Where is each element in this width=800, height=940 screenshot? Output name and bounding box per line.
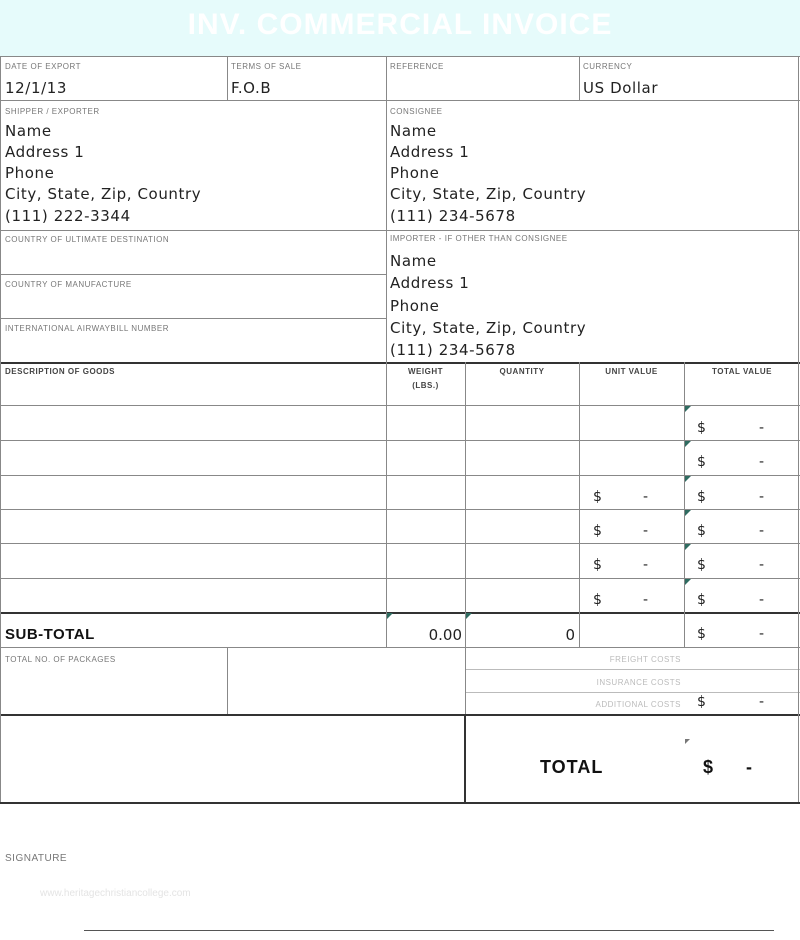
importer-phone-number[interactable]: (111) 234-5678 [390,341,516,359]
row-unit-value[interactable]: - [643,523,649,539]
divider [798,56,799,802]
divider [0,475,800,476]
signature-label: SIGNATURE [5,853,68,864]
cell-marker-icon [685,579,691,585]
subtotal-symbol: $ [697,626,706,642]
subtotal-value[interactable]: - [759,626,765,642]
row-total-value[interactable]: - [759,420,765,436]
additional-value[interactable]: - [759,694,765,710]
row-total-value[interactable]: - [759,557,765,573]
total-value-header: TOTAL VALUE [711,367,773,376]
date-field[interactable]: 12/1/13 [5,79,68,97]
divider [465,692,800,693]
cell-marker-icon [387,613,393,619]
country-manufacture-label: COUNTRY OF MANUFACTURE [5,280,132,289]
divider [386,56,387,647]
subtotal-quantity[interactable]: 0 [565,626,575,644]
additional-label: ADDITIONAL COSTS [595,700,681,709]
divider [0,440,800,441]
shipper-city[interactable]: City, State, Zip, Country [5,185,202,203]
weight-unit-header: (LBS.) [412,381,439,390]
divider [579,362,580,647]
freight-label: FREIGHT COSTS [609,655,681,664]
divider [0,362,800,364]
divider [0,612,800,614]
packages-label: TOTAL NO. OF PACKAGES [5,655,116,664]
divider [0,647,800,648]
divider [0,802,800,804]
page-title: INV. COMMERCIAL INVOICE [187,8,613,41]
total-value[interactable]: - [746,757,753,777]
divider [0,230,800,231]
unit-value-header: UNIT VALUE [605,367,658,376]
divider [465,669,800,670]
divider [579,56,580,100]
row-total-symbol: $ [697,420,706,436]
divider [0,56,1,802]
row-total-value[interactable]: - [759,592,765,608]
shipper-phone-number[interactable]: (111) 222-3344 [5,207,131,225]
shipper-address[interactable]: Address 1 [5,143,85,161]
divider [0,318,386,319]
weight-header: WEIGHT [408,367,443,376]
row-unit-symbol: $ [593,557,602,573]
airwaybill-label: INTERNATIONAL AIRWAYBILL NUMBER [5,324,169,333]
divider [464,714,466,802]
subtotal-label: SUB-TOTAL [5,626,95,643]
row-unit-symbol: $ [593,489,602,505]
consignee-phone-number[interactable]: (111) 234-5678 [390,207,516,225]
row-unit-value[interactable]: - [643,489,649,505]
row-unit-value[interactable]: - [643,592,649,608]
cell-marker-icon [685,406,691,412]
terms-label: TERMS OF SALE [231,62,302,71]
divider [0,578,800,579]
cell-marker-icon [685,476,691,482]
currency-label: CURRENCY [583,62,633,71]
consignee-phone[interactable]: Phone [390,164,440,182]
row-unit-symbol: $ [593,523,602,539]
divider [227,647,228,714]
importer-label: IMPORTER - IF OTHER THAN CONSIGNEE [390,234,568,243]
divider [0,509,800,510]
divider [227,56,228,100]
watermark-text: www.heritagechristiancollege.com [40,888,191,899]
consignee-label: CONSIGNEE [390,107,443,116]
terms-field[interactable]: F.O.B [231,79,272,97]
row-total-symbol: $ [697,557,706,573]
divider [465,362,466,647]
importer-address[interactable]: Address 1 [390,274,470,292]
total-label: TOTAL [540,757,604,777]
importer-name[interactable]: Name [390,252,437,270]
signature-line [84,930,774,931]
insurance-label: INSURANCE COSTS [596,678,681,687]
consignee-name[interactable]: Name [390,122,437,140]
divider [0,543,800,544]
divider [684,362,685,647]
consignee-city[interactable]: City, State, Zip, Country [390,185,587,203]
cell-marker-icon [685,441,691,447]
country-destination-label: COUNTRY OF ULTIMATE DESTINATION [5,235,170,244]
quantity-header: QUANTITY [499,367,545,376]
shipper-phone[interactable]: Phone [5,164,55,182]
row-unit-symbol: $ [593,592,602,608]
row-total-symbol: $ [697,489,706,505]
row-total-value[interactable]: - [759,454,765,470]
consignee-address[interactable]: Address 1 [390,143,470,161]
additional-symbol: $ [697,694,706,710]
row-total-value[interactable]: - [759,523,765,539]
divider [0,714,800,716]
cell-marker-icon [466,613,472,619]
importer-phone[interactable]: Phone [390,297,440,315]
subtotal-weight[interactable]: 0.00 [428,626,462,644]
importer-city[interactable]: City, State, Zip, Country [390,319,587,337]
cell-marker-icon [685,739,690,744]
currency-field[interactable]: US Dollar [583,79,659,97]
row-total-symbol: $ [697,454,706,470]
shipper-label: SHIPPER / EXPORTER [5,107,100,116]
cell-marker-icon [685,510,691,516]
divider [0,56,800,57]
divider [0,405,800,406]
total-symbol: $ [703,757,715,777]
row-total-symbol: $ [697,523,706,539]
shipper-name[interactable]: Name [5,122,52,140]
row-total-value[interactable]: - [759,489,765,505]
divider [0,274,386,275]
divider [0,100,800,101]
row-unit-value[interactable]: - [643,557,649,573]
cell-marker-icon [685,544,691,550]
description-header: DESCRIPTION OF GOODS [5,367,116,376]
reference-label: REFERENCE [390,62,444,71]
row-total-symbol: $ [697,592,706,608]
date-label: DATE OF EXPORT [5,62,82,71]
